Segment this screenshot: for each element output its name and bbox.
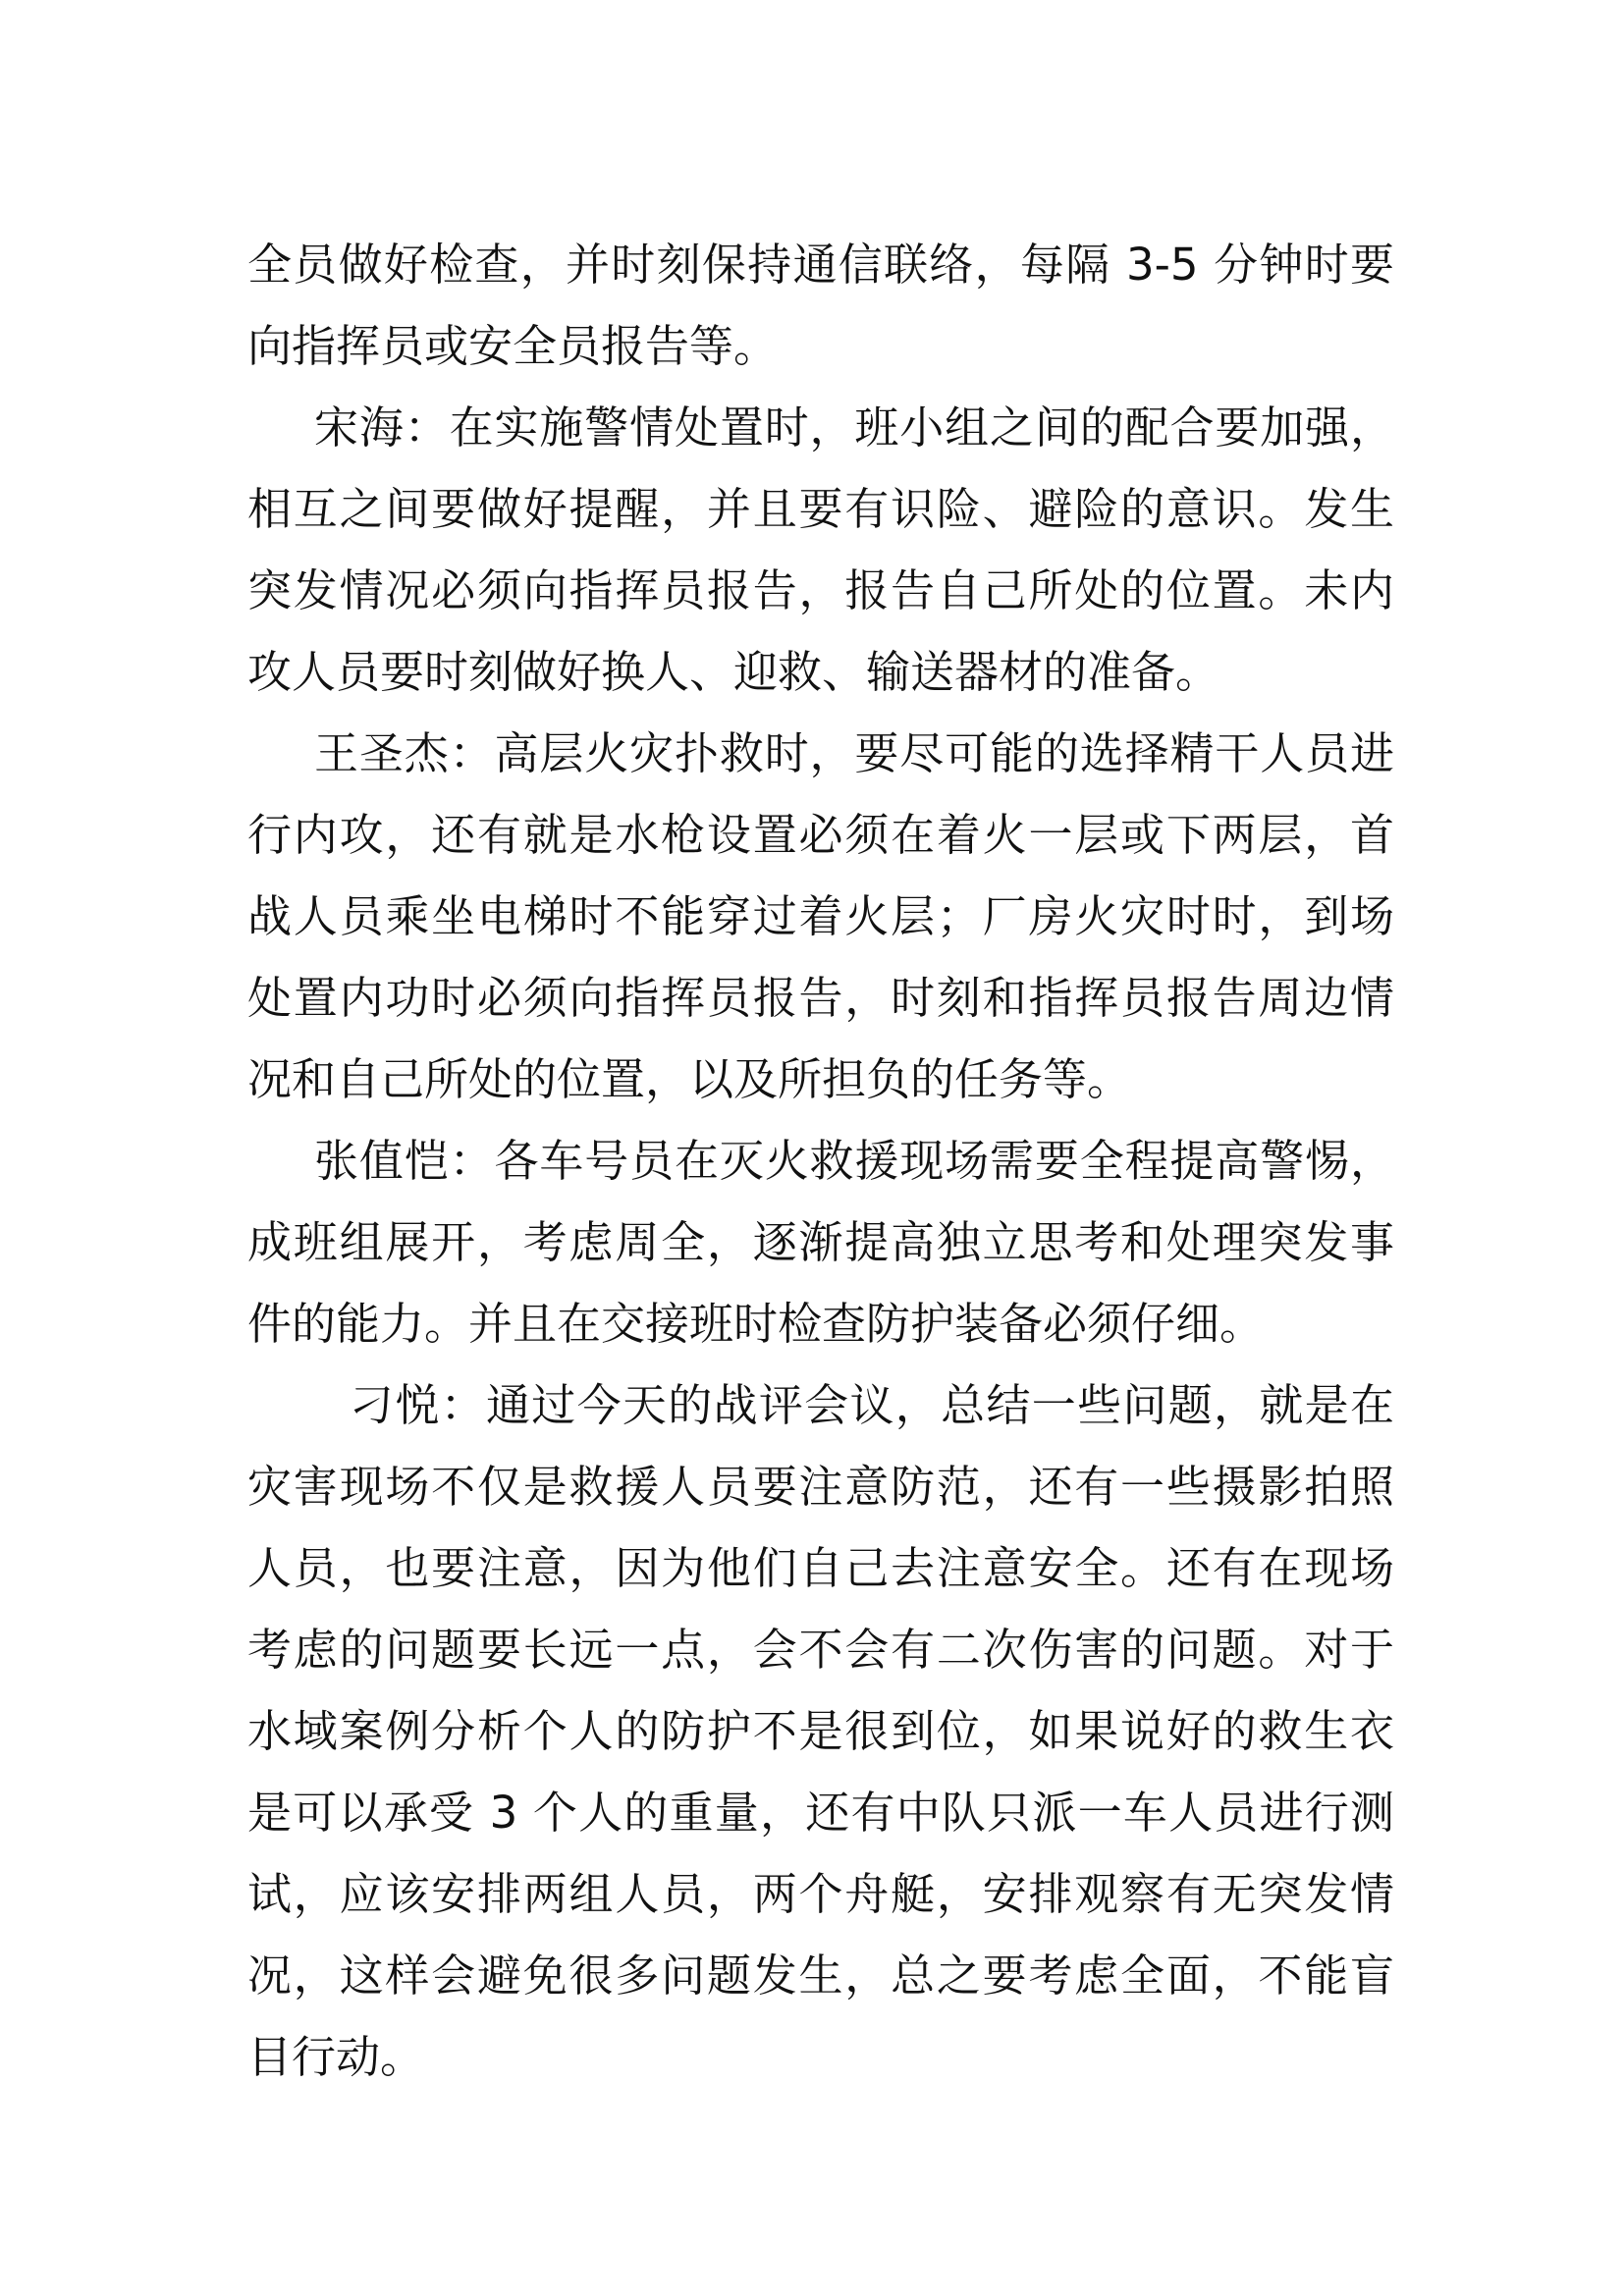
paragraph-wang-shengjie: 王圣杰：高层火灾扑救时，要尽可能的选择精干人员进行内攻，还有就是水枪设置必须在着火一层或下两层，首战人员乘坐电梯时不能穿过着火层；厂房火灾时时，到场处置内功时必须向指挥员报告，时刻和指挥员报告周边情况和自己所处的位置，以及所担负的任务等。 — [247, 727, 1394, 1105]
paragraph-continuation: 全员做好检查，并时刻保持通信联络，每隔 3-5 分钟时要向指挥员或安全员报告等。 — [247, 239, 1394, 372]
paragraph-diao-yue: 刁悦：通过今天的战评会议，总结一些问题，就是在灾害现场不仅是救援人员要注意防范，还有一些摄影拍照人员，也要注意，因为他们自己去注意安全。还有在现场考虑的问题要长远一点，会不会有二次伤害的问题。对于水域案例分析个人的防护不是很到位，如果说好的救生衣是可以承受 3 个人的重量，还有中队只派一车人员进行测试，应该安排两组人员，两个舟艇，安排观察有无突发情况，这样会避免很多问题发生，总之要考虑全面，不能盲目行动。 — [247, 1379, 1394, 2083]
paragraph-song-hai: 宋海：在实施警情处置时，班小组之间的配合要加强，相互之间要做好提醒，并且要有识险、避险的意识。发生突发情况必须向指挥员报告，报告自己所处的位置。未内攻人员要时刻做好换人、迎救、输送器材的准备。 — [247, 401, 1394, 698]
document-body — [247, 224, 1394, 2098]
paragraph-zhang-zhikai: 张值恺：各车号员在灭火救援现场需要全程提高警惕，成班组展开，考虑周全，逐渐提高独立思考和处理突发事件的能力。并且在交接班时检查防护装备必须仔细。 — [247, 1135, 1394, 1350]
